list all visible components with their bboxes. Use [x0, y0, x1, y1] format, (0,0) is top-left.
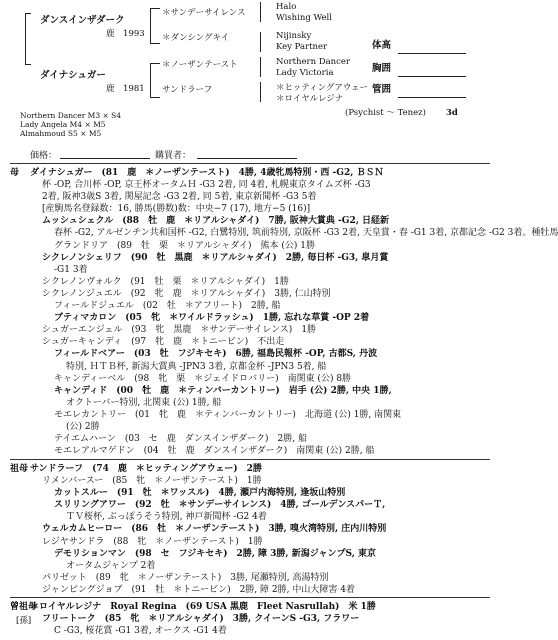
sd-dam: Key Partner [276, 42, 328, 52]
field-cannon-label: 管囲 [372, 84, 392, 95]
dd-dam: ＊ロイヤルレジナ [276, 94, 344, 104]
entry-text: テイエムハーン (03 セ 鹿 ダンスインザダーク) 2勝, 船 [54, 434, 307, 445]
field-height-input[interactable] [398, 53, 466, 54]
great-grandam-section [0, 601, 500, 637]
entry-line [0, 536, 500, 548]
entry-text: ダイナシュガー (81 鹿 ＊ノーザンテースト) 4勝, 4歳牝馬特別・西 -G2, ＢＳＮ [30, 168, 384, 178]
entry-text: オクトーバー特別, 北関東 (公) 1勝, 船 [66, 397, 222, 408]
field-girth-label: 胸囲 [372, 63, 392, 74]
sire-name: ダンスインザダーク [40, 15, 125, 26]
grandam-lines [0, 463, 500, 596]
entry-line [0, 191, 500, 203]
field-girth-input[interactable] [398, 76, 466, 77]
entry-text: フリートーク (85 牝 ＊リアルシャダイ) 3勝, クイーンS -G3, フラワー [42, 614, 360, 625]
entry-text: ムッシュシェクル (88 牡 鹿 ＊リアルシャダイ) 7勝, 阪神大賞典 -G2, 日経新 [42, 216, 389, 227]
dd-sire: ＊ヒッティングアウェー [276, 83, 369, 93]
entry-line [0, 361, 500, 373]
entry-text: ウェルカムヒーロー (86 牡 ＊ノーザンテースト) 3勝, 嗅火湾特別, 庄内川特別 [42, 524, 387, 535]
ss-sire: Halo [276, 2, 297, 12]
entry-text: モエレカントリー (01 牝 鹿 ＊ティンバーカントリー) 北海道 (公) 1勝, 南関東 [54, 409, 402, 420]
entry-line [0, 475, 500, 487]
entry-text: リメンバースー (85 牝 ＊ノーザンテースト) 1勝 [42, 476, 262, 487]
entry-text: 春杯 -G2, アルゼンチン共和国杯 -G2, 白鷺特別, 筑前特別, 京阪杯 -G3 2着, 天皇賞・春 -G1 3着, 京都記念 -G2 3着。種牡馬 [54, 228, 558, 239]
dam-section [0, 167, 558, 457]
entry-line [0, 523, 500, 535]
entry-text: シクレノンシェリフ (90 牡 黒鹿 ＊リアルシャダイ) 2勝, 毎日杯 -G3, 皐月賞 [42, 252, 389, 263]
entry-line [0, 572, 500, 584]
entry-text: オータムジャンプ 2着 [66, 560, 156, 571]
dam-sire: ＊ノーザンテースト [162, 60, 238, 70]
nick-text: (Psychist ～ Tenez) [345, 108, 426, 118]
price-input[interactable] [60, 158, 150, 159]
field-cannon-input[interactable] [398, 97, 466, 98]
ds-sire: Northern Dancer [276, 57, 350, 67]
entry-text: (公) 2勝 [66, 421, 100, 432]
entry-line [0, 625, 500, 637]
entry-text: シクレノンヴォルク (91 牡 栗 ＊リアルシャダイ) 1勝 [42, 276, 289, 287]
entry-line [0, 215, 500, 227]
entry-line [0, 300, 500, 312]
sire-dam: ＊ダンシングキイ [162, 33, 230, 43]
entry-text: レジヤサンドラ (88 牝 ＊ノーザンテースト) 1勝 [42, 536, 263, 547]
entry-text: キャンディド (00 牡 鹿 ＊ティンバーカントリー) 岩手 (公) 2勝, 中央 1勝, [54, 385, 392, 396]
entry-line [0, 348, 500, 360]
entry-text: 杯 -OP, 合川杯 -OP, 京王杯オータムＨ -G3 2着, 同 4着, 札幌東京タイムズ杯 -G3 [42, 180, 371, 191]
entry-text: -G1 3着 [54, 264, 88, 275]
entry-line [0, 276, 500, 288]
entry-text: デモリションマン (98 セ フジキセキ) 2勝, 障 3勝, 新潟ジャンプS, 東京 [54, 548, 376, 559]
entry-line [0, 433, 500, 445]
entry-line [0, 397, 500, 409]
entry-text: シクレノンジュエル (92 牝 鹿 ＊リアルシャダイ) 3勝, 仁山特別 [42, 288, 331, 299]
age-code: 3d [446, 108, 458, 118]
entry-text: グランドリア (89 牡 栗 ＊リアルシャダイ) 熊本 (公) 1勝 [54, 240, 316, 251]
entry-line [0, 312, 500, 324]
section-header: 祖母 [10, 464, 29, 474]
entry-text: フィールドジュエル (02 牡 ＊アフリート) 2勝, 船 [54, 301, 281, 312]
entry-text: シュガーキャンディ (97 牝 鹿 ＊トニービン) 不出走 [42, 337, 285, 348]
grandchild-label: [孫] [16, 616, 32, 626]
entry-text: 特別, ＨＴＢ杯, 新潟大賞典 -JPN3 3着, 京都金杯 -JPN3 5着, 船 [66, 361, 327, 372]
entry-text: [産駒馬名登録数：16, 勝馬(勝数)数：中央−7 (17), 地方−5 (16)] [42, 204, 311, 215]
entry-line [0, 252, 500, 264]
entry-line [0, 487, 500, 499]
entry-text: シュガーエンジェル (93 牝 黒鹿 ＊サンデーサイレンス) 1勝 [42, 325, 317, 336]
entry-text: サンドラーフ (74 鹿 ＊ヒッティングアウェー) 2勝 [30, 464, 262, 474]
sire-sire: ＊サンデーサイレンス [162, 8, 246, 18]
entry-line [0, 240, 500, 252]
ss-dam: Wishing Well [276, 13, 332, 23]
entry-text: フィールドベアー (03 牡 フジキセキ) 6勝, 福島民報杯 -OP, 古都S, 丹波 [54, 349, 378, 360]
price-label: 価格： [30, 151, 58, 161]
entry-text: 2着, 阪神3歳S 3着, 関屋記念 -G3 2着, 同 5着, 東京新聞杯 -G3 5着 [42, 192, 317, 203]
entry-text: スリリングアワー (92 牡 ＊サンデーサイレンス) 4勝, ゴールデンスパーＴ, [54, 500, 386, 511]
section-header: 母 [10, 168, 20, 178]
entry-line [0, 409, 500, 421]
entry-text: C -G3, 桜花賞 -G1 3着, オークス -G1 4着 [54, 626, 227, 637]
entry-line [0, 324, 500, 336]
inbreeding-1: Northern Dancer M3 × S4 [20, 111, 122, 120]
entry-line [0, 499, 500, 511]
entry-line [0, 385, 500, 397]
entry-text: ＊ロイヤルレジナ Royal Regina (69 USA 黒鹿 Fleet Nasrullah) 米 1勝 [30, 602, 376, 612]
dam-lines [0, 167, 558, 457]
entry-line [0, 584, 500, 596]
divider [10, 163, 490, 164]
ds-dam: Lady Victoria [276, 68, 334, 78]
buyer-input[interactable] [197, 158, 297, 159]
divider [10, 459, 490, 460]
entry-text: カットスルー (91 牡 ＊ワッスル) 4勝, 瀬戸内海特別, 逢坂山特別 [54, 488, 346, 499]
entry-line [0, 227, 558, 239]
dam-color-year: 鹿 1981 [106, 84, 145, 94]
entry-line [0, 613, 500, 625]
entry-line [0, 336, 500, 348]
inbreeding-3: Almahmoud S5 × M5 [20, 129, 102, 138]
entry-line [0, 264, 500, 276]
entry-line [0, 560, 500, 572]
entry-line [0, 167, 500, 179]
section-header: 曾祖母 [10, 602, 38, 612]
entry-text: ＴＶ桜杯, ぶっぽうそう特別, 神戸新聞杯 -G2 4着 [66, 512, 267, 523]
entry-text: モエレアルマゲドン (04 牡 鹿 ダンスインザダーク) 南関東 (公) 2勝, 船 [54, 446, 375, 457]
entry-text: ブティマカロン (05 牝 ＊ワイルドラッシュ) 1勝, 忘れな草賞 -OP 2着 [54, 313, 370, 324]
entry-line [0, 511, 500, 523]
divider [10, 597, 490, 598]
entry-text: パリゼット (89 牝 ＊ノーザンテースト) 3勝, 尾瀬特別, 高湯特別 [42, 572, 329, 583]
entry-line [0, 463, 500, 475]
field-height-label: 体高 [372, 40, 392, 51]
entry-text: キャンディーベル (98 牝 栗 ＊ジェイドロバリー) 南関東 (公) 8勝 [54, 373, 352, 384]
grandam-section [0, 463, 500, 596]
inbreeding-2: Lady Angela M4 × M5 [20, 120, 106, 129]
great-grandam-lines [0, 601, 500, 637]
dam-dam: サンドラーフ [162, 85, 213, 95]
entry-line [0, 548, 500, 560]
entry-line [0, 179, 500, 191]
entry-line [0, 421, 500, 433]
entry-line [0, 601, 500, 613]
entry-line [0, 373, 500, 385]
buyer-label: 購買者： [155, 151, 192, 161]
sire-color-year: 鹿 1993 [106, 29, 145, 39]
entry-line [0, 288, 500, 300]
dam-name: ダイナシュガー [40, 70, 106, 81]
entry-line [0, 203, 500, 215]
entry-line [0, 445, 500, 457]
sd-sire: Nijinsky [276, 31, 312, 41]
entry-text: ジャンピングジョブ (91 牡 ＊トニービン) 2勝, 障 2勝, 中山大障害 4着 [42, 584, 355, 595]
